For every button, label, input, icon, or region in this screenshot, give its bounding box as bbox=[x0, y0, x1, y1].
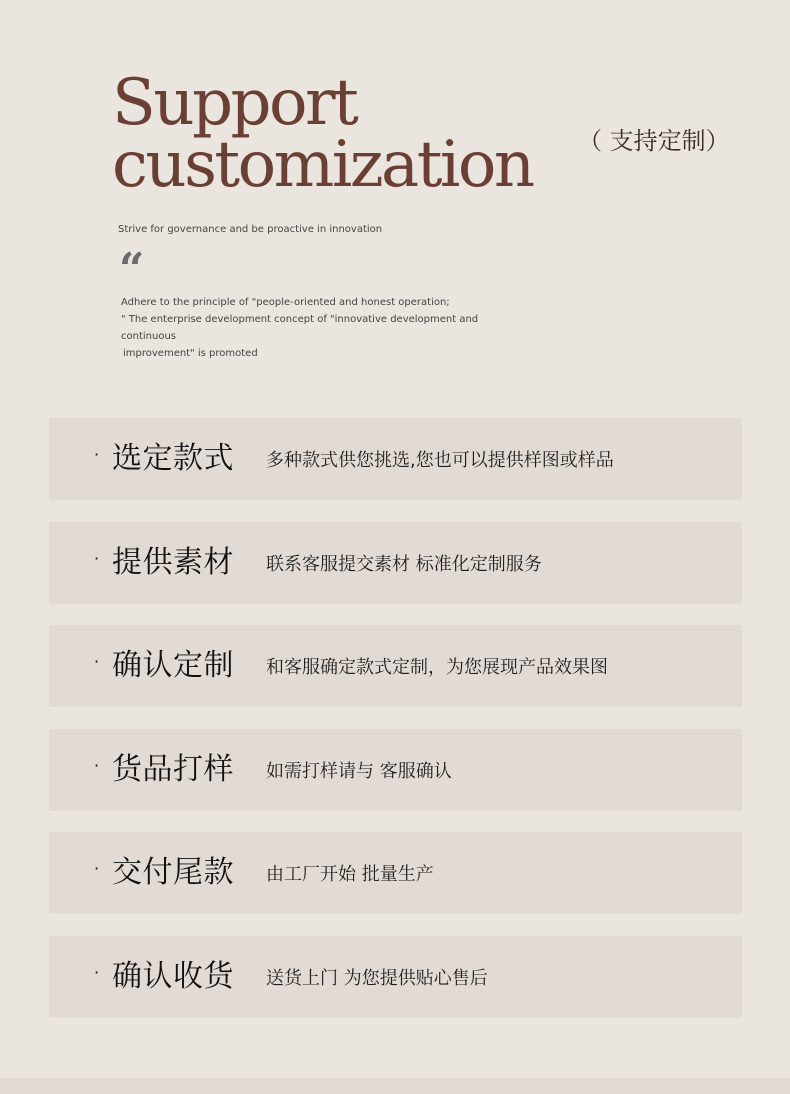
quote-line-3: improvement" is promoted bbox=[123, 348, 258, 359]
bullet-dot: · bbox=[94, 548, 100, 568]
step-description: 多种款式供您挑选,您也可以提供样图或样品 bbox=[266, 450, 614, 471]
quote-line-2: " The enterprise development concept of "innovative development and continuous bbox=[121, 314, 479, 342]
bullet-dot: · bbox=[94, 859, 100, 878]
step-card-sample-making bbox=[49, 729, 742, 811]
quote-text bbox=[121, 294, 516, 362]
step-card-confirm-receipt bbox=[49, 936, 742, 1018]
step-title: 提供素材 bbox=[112, 544, 234, 580]
step-description: 由工厂开始 批量生产 bbox=[266, 864, 434, 885]
step-title: 选定款式 bbox=[112, 441, 234, 476]
bullet-dot: · bbox=[94, 962, 100, 982]
step-title: 确认收货 bbox=[112, 958, 234, 994]
step-description: 联系客服提交素材 标准化定制服务 bbox=[266, 553, 542, 575]
step-title: 交付尾款 bbox=[112, 855, 234, 890]
step-description: 如需打样请与 客服确认 bbox=[266, 760, 452, 782]
hero-title bbox=[112, 66, 572, 202]
bullet-dot: · bbox=[94, 445, 100, 464]
step-card-select-style bbox=[49, 418, 742, 500]
hero-title-line-1: Support bbox=[112, 66, 357, 140]
step-card-final-payment bbox=[49, 832, 742, 914]
step-title: 货品打样 bbox=[112, 751, 234, 787]
steps-list bbox=[49, 418, 742, 1039]
step-title: 确认定制 bbox=[112, 648, 234, 683]
hero-title-line-2: customization bbox=[112, 128, 533, 202]
quote-mark-icon: “ bbox=[119, 244, 145, 295]
step-description: 送货上门 为您提供贴心售后 bbox=[266, 967, 488, 989]
hero-cn-subtitle: （ 支持定制） bbox=[578, 127, 730, 155]
step-card-provide-materials bbox=[49, 522, 742, 604]
bullet-dot: · bbox=[94, 755, 100, 775]
tagline: Strive for governance and be proactive in innovation bbox=[118, 224, 383, 235]
quote-line-1: Adhere to the principle of "people-oriented and honest operation; bbox=[121, 297, 450, 308]
bottom-divider bbox=[0, 1078, 790, 1094]
bullet-dot: · bbox=[94, 652, 100, 671]
step-card-confirm-customization bbox=[49, 625, 742, 707]
step-description: 和客服确定款式定制，为您展现产品效果图 bbox=[266, 657, 608, 678]
